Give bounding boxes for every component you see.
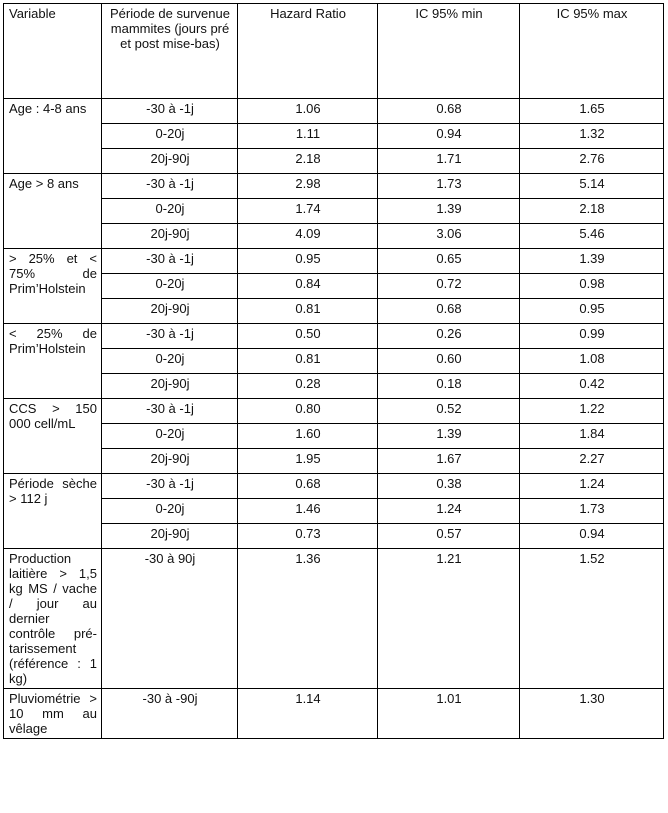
ic-min-cell: 0.57: [378, 524, 520, 549]
table-row: [4, 524, 664, 549]
ic-max-cell: 1.08: [520, 349, 664, 374]
table-row: [4, 249, 664, 274]
ic-max-cell: 1.65: [520, 99, 664, 124]
table-row: [4, 449, 664, 474]
periode-cell: 0-20j: [102, 124, 238, 149]
header-periode: Période de survenue mammites (jours pré et post mise-bas): [102, 4, 238, 99]
ic-min-cell: 0.68: [378, 299, 520, 324]
ic-max-cell: 1.73: [520, 499, 664, 524]
ic-max-cell: 5.14: [520, 174, 664, 199]
variable-cell: Age : 4-8 ans: [4, 99, 102, 174]
ic-max-cell: 1.39: [520, 249, 664, 274]
ic-min-cell: 0.68: [378, 99, 520, 124]
header-hazard-ratio: Hazard Ratio: [238, 4, 378, 99]
periode-cell: -30 à -1j: [102, 324, 238, 349]
header-ic-max: IC 95% max: [520, 4, 664, 99]
periode-cell: -30 à -1j: [102, 474, 238, 499]
table-row: [4, 424, 664, 449]
hazard-ratio-cell: 1.06: [238, 99, 378, 124]
ic-min-cell: 0.26: [378, 324, 520, 349]
header-row: [4, 4, 664, 99]
table-row: [4, 174, 664, 199]
table-row: [4, 374, 664, 399]
periode-cell: -30 à -1j: [102, 249, 238, 274]
periode-cell: 0-20j: [102, 349, 238, 374]
hazard-ratio-cell: 0.95: [238, 249, 378, 274]
ic-max-cell: 0.42: [520, 374, 664, 399]
table-row: [4, 549, 664, 689]
hazard-ratio-cell: 2.18: [238, 149, 378, 174]
table-row: [4, 299, 664, 324]
hazard-ratio-cell: 4.09: [238, 224, 378, 249]
table-row: [4, 149, 664, 174]
table-row: [4, 474, 664, 499]
ic-min-cell: 1.71: [378, 149, 520, 174]
periode-cell: 20j-90j: [102, 299, 238, 324]
periode-cell: -30 à -1j: [102, 399, 238, 424]
header-ic-min: IC 95% min: [378, 4, 520, 99]
ic-min-cell: 1.01: [378, 689, 520, 739]
ic-min-cell: 1.39: [378, 199, 520, 224]
hazard-ratio-table: [3, 3, 664, 739]
ic-max-cell: 1.32: [520, 124, 664, 149]
hazard-ratio-cell: 0.73: [238, 524, 378, 549]
periode-cell: 20j-90j: [102, 449, 238, 474]
ic-max-cell: 0.98: [520, 274, 664, 299]
variable-cell: CCS > 150 000 cell/mL: [4, 399, 102, 474]
ic-max-cell: 1.30: [520, 689, 664, 739]
periode-cell: -30 à 90j: [102, 549, 238, 689]
ic-min-cell: 1.67: [378, 449, 520, 474]
ic-max-cell: 2.27: [520, 449, 664, 474]
ic-min-cell: 0.65: [378, 249, 520, 274]
hazard-ratio-cell: 0.28: [238, 374, 378, 399]
variable-cell: > 25% et < 75% de Prim’Holstein: [4, 249, 102, 324]
hazard-ratio-cell: 0.50: [238, 324, 378, 349]
variable-cell: < 25% de Prim’Holstein: [4, 324, 102, 399]
periode-cell: 0-20j: [102, 274, 238, 299]
variable-cell: Age > 8 ans: [4, 174, 102, 249]
hazard-ratio-cell: 1.74: [238, 199, 378, 224]
ic-max-cell: 2.18: [520, 199, 664, 224]
hazard-ratio-cell: 0.68: [238, 474, 378, 499]
variable-cell: Pluviométrie > 10 mm au vêlage: [4, 689, 102, 739]
ic-min-cell: 1.39: [378, 424, 520, 449]
ic-min-cell: 1.73: [378, 174, 520, 199]
ic-max-cell: 1.22: [520, 399, 664, 424]
periode-cell: 20j-90j: [102, 374, 238, 399]
variable-cell: Production laitière > 1,5 kg MS / vache / jour au dernier contrôle pré-tarissement (référence : 1 kg): [4, 549, 102, 689]
periode-cell: 0-20j: [102, 424, 238, 449]
hazard-ratio-cell: 0.84: [238, 274, 378, 299]
table-row: [4, 349, 664, 374]
hazard-ratio-cell: 0.80: [238, 399, 378, 424]
ic-min-cell: 3.06: [378, 224, 520, 249]
hazard-ratio-cell: 1.95: [238, 449, 378, 474]
hazard-ratio-cell: 1.60: [238, 424, 378, 449]
ic-max-cell: 1.24: [520, 474, 664, 499]
ic-min-cell: 0.18: [378, 374, 520, 399]
table-row: [4, 199, 664, 224]
table-row: [4, 499, 664, 524]
ic-max-cell: 0.99: [520, 324, 664, 349]
table-row: [4, 99, 664, 124]
periode-cell: -30 à -1j: [102, 99, 238, 124]
header-variable: Variable: [4, 4, 102, 99]
ic-min-cell: 0.72: [378, 274, 520, 299]
hazard-ratio-cell: 1.14: [238, 689, 378, 739]
ic-min-cell: 0.60: [378, 349, 520, 374]
periode-cell: 0-20j: [102, 199, 238, 224]
ic-max-cell: 1.52: [520, 549, 664, 689]
ic-max-cell: 0.94: [520, 524, 664, 549]
hazard-ratio-cell: 0.81: [238, 299, 378, 324]
periode-cell: -30 à -1j: [102, 174, 238, 199]
ic-max-cell: 2.76: [520, 149, 664, 174]
ic-min-cell: 0.94: [378, 124, 520, 149]
periode-cell: 20j-90j: [102, 149, 238, 174]
table-row: [4, 399, 664, 424]
variable-cell: Période sèche > 112 j: [4, 474, 102, 549]
ic-min-cell: 1.24: [378, 499, 520, 524]
ic-max-cell: 0.95: [520, 299, 664, 324]
ic-min-cell: 1.21: [378, 549, 520, 689]
table-row: [4, 274, 664, 299]
table-row: [4, 689, 664, 739]
hazard-ratio-cell: 0.81: [238, 349, 378, 374]
periode-cell: 20j-90j: [102, 224, 238, 249]
ic-min-cell: 0.52: [378, 399, 520, 424]
table-row: [4, 224, 664, 249]
periode-cell: 0-20j: [102, 499, 238, 524]
hazard-ratio-cell: 1.11: [238, 124, 378, 149]
table-row: [4, 324, 664, 349]
table-row: [4, 124, 664, 149]
ic-max-cell: 1.84: [520, 424, 664, 449]
ic-min-cell: 0.38: [378, 474, 520, 499]
hazard-ratio-cell: 2.98: [238, 174, 378, 199]
ic-max-cell: 5.46: [520, 224, 664, 249]
periode-cell: -30 à -90j: [102, 689, 238, 739]
hazard-ratio-cell: 1.36: [238, 549, 378, 689]
periode-cell: 20j-90j: [102, 524, 238, 549]
hazard-ratio-cell: 1.46: [238, 499, 378, 524]
